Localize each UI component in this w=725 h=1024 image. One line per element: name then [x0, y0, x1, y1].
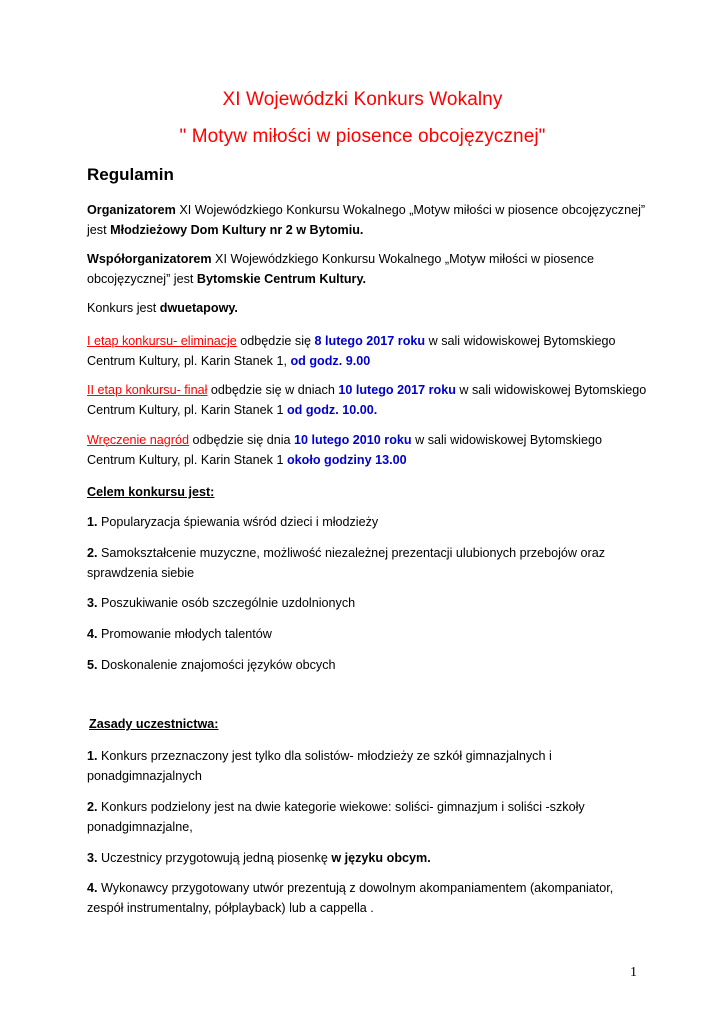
page-number: 1	[630, 965, 637, 980]
regulation-heading: Regulamin	[87, 165, 174, 184]
coorganizer-line-2: obcojęzycznej” jest Bytomskie Centrum Kultury.	[87, 272, 367, 286]
organizer-line-2: jest Młodzieżowy Dom Kultury nr 2 w Bytomiu.	[87, 223, 364, 237]
rule-item-continuation: zespół instrumentalny, półplayback) lub a cappella .	[87, 901, 374, 915]
stage2-date: 10 lutego 2017 roku	[338, 383, 456, 397]
stages-intro: Konkurs jest dwuetapowy.	[87, 301, 238, 315]
stage1-line-1: I etap konkursu- eliminacje odbędzie się 8 lutego 2017 roku w sali widowiskowej Bytomskiego	[87, 334, 616, 348]
organizer-line-1: Organizatorem XI Wojewódzkiego Konkursu Wokalnego „Motyw miłości w piosence obcojęzycznej”	[87, 203, 646, 217]
stage2-line-2: Centrum Kultury, pl. Karin Stanek 1 od godz. 10.00.	[87, 403, 378, 417]
stage2-label: II etap konkursu- finał	[87, 383, 208, 397]
stage1-label: I etap konkursu- eliminacje	[87, 334, 237, 348]
coorganizer-name: Bytomskie Centrum Kultury.	[196, 272, 367, 286]
rule-item: 4. Wykonawcy przygotowany utwór prezentują z dowolnym akompaniamentem (akompaniator,	[87, 881, 614, 895]
goal-item: 2. Samokształcenie muzyczne, możliwość niezależnej prezentacji ulubionych przebojów oraz	[87, 546, 606, 560]
goal-item: 1. Popularyzacja śpiewania wśród dzieci i młodzieży	[87, 515, 379, 529]
organizer-label: Organizatorem	[87, 203, 176, 217]
coorganizer-line-1: Współorganizatorem XI Wojewódzkiego Konkursu Wokalnego „Motyw miłości w piosence	[87, 252, 594, 266]
goal-item: 5. Doskonalenie znajomości języków obcych	[87, 658, 336, 672]
organizer-name: Młodzieżowy Dom Kultury nr 2 w Bytomiu.	[110, 223, 364, 237]
stage1-date: 8 lutego 2017 roku	[314, 334, 426, 348]
awards-date: 10 lutego 2010 roku	[294, 433, 412, 447]
rule-item: 1. Konkurs przeznaczony jest tylko dla solistów- młodzieży ze szkół gimnazjalnych i	[87, 749, 552, 763]
stage2-time: od godz. 10.00.	[286, 403, 378, 417]
stage1-line-2: Centrum Kultury, pl. Karin Stanek 1, od godz. 9.00	[87, 354, 371, 368]
rule-item: 2. Konkurs podzielony jest na dwie kategorie wiekowe: soliści- gimnazjum i soliści -szkoły	[87, 800, 585, 814]
awards-label: Wręczenie nagród	[87, 433, 189, 447]
awards-line-2: Centrum Kultury, pl. Karin Stanek 1 około godziny 13.00	[87, 453, 407, 467]
goal-item-continuation: sprawdzenia siebie	[87, 566, 195, 580]
coorganizer-label: Współorganizatorem	[87, 252, 212, 266]
rule-item-continuation: ponadgimnazjalnych	[87, 769, 202, 783]
rule-item-continuation: ponadgimnazjalne,	[87, 820, 193, 834]
awards-time: około godziny 13.00	[286, 453, 407, 467]
document-title: XI Wojewódzki Konkurs Wokalny	[222, 89, 503, 110]
stage1-time: od godz. 9.00	[290, 354, 371, 368]
goal-item: 3. Poszukiwanie osób szczególnie uzdolnionych	[87, 596, 356, 610]
rule-item: 3. Uczestnicy przygotowują jedną piosenkę w języku obcym.	[87, 851, 431, 865]
goal-item: 4. Promowanie młodych talentów	[87, 627, 272, 641]
stage2-line-1: II etap konkursu- finał odbędzie się w dniach 10 lutego 2017 roku w sali widowiskowej Bytomskiego	[87, 383, 647, 397]
document-subtitle: " Motyw miłości w piosence obcojęzycznej"	[179, 126, 546, 147]
rules-heading: Zasady uczestnictwa:	[89, 717, 219, 731]
awards-line-1: Wręczenie nagród odbędzie się dnia 10 lutego 2010 roku w sali widowiskowej Bytomskiego	[87, 433, 602, 447]
goals-heading: Celem konkursu jest:	[87, 485, 215, 499]
